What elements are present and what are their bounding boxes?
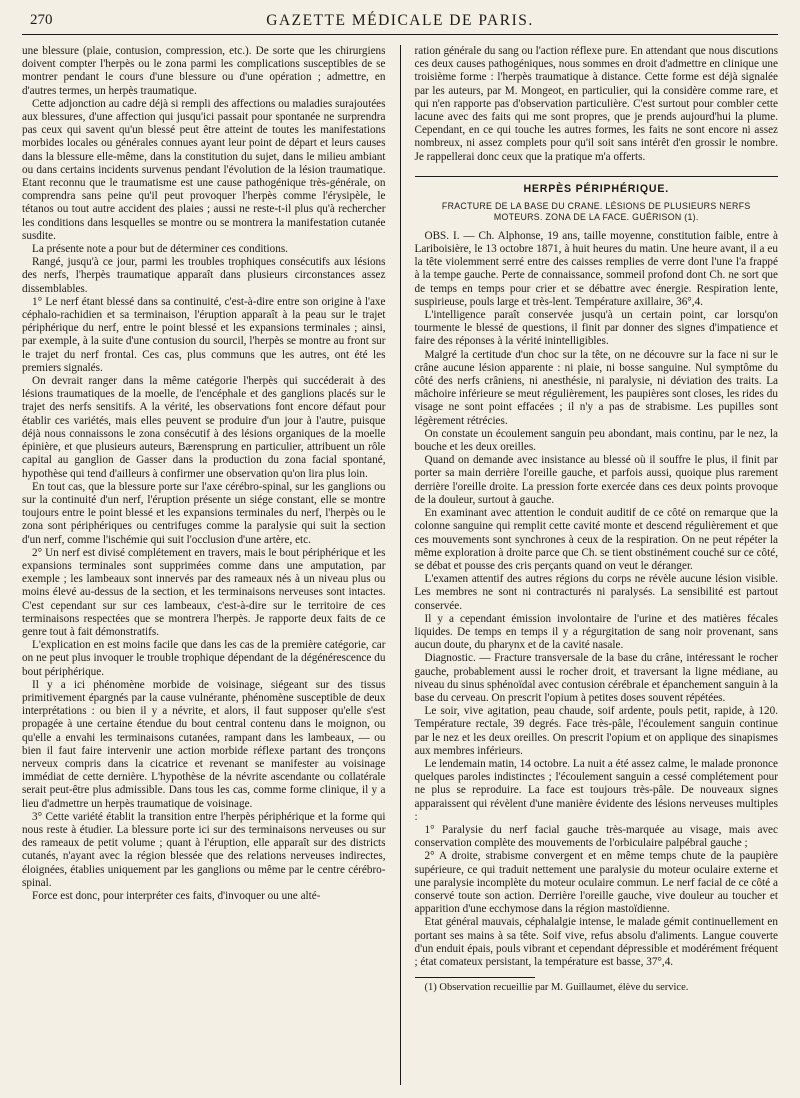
- paragraph: En examinant avec attention le conduit auditif de ce côté on remarque que la colonne sanguine qui remplit cette cavité monte et descend régulièrement et que ces mouvements sont synchrones à ceux de la respiration. On ne peut répéter la même exploration à droite parce que Ch. se tient obstinément couché sur ce côté, se débat et pousse des cris perçants quand on veut le déranger.: [414, 507, 778, 572]
- paragraph: 1° Paralysie du nerf facial gauche très-marquée au visage, mais avec conservation complète des mouvements de l'orbiculaire palpébral gauche ;: [414, 823, 778, 850]
- paragraph: On devrait ranger dans la même catégorie l'herpès qui succéderait à des lésions traumatiques de la moelle, de l'encéphale et des ganglions placés sur le trajet des nerfs sensitifs. A la vérité, les observations font encore défaut pour établir ces variétés, mais elles peuvent se produire d'un jour à l'autre, puisque déjà nous connaissons le zona consécutif à des lésions organiques de la moelle épinière, et que plusieurs auteurs, Bærensprung en particulier, attribuent un rôle capital au ganglion de Gasser dans la production du zona facial spontané, hypothèse qui tend d'ailleurs à confirmer une observation qu'on lira plus loin.: [22, 375, 386, 480]
- page-number: 270: [30, 12, 53, 28]
- paragraph: 2° A droite, strabisme convergent et en même temps chute de la paupière supérieure, ce qui traduit nettement une paralysie du moteur oculaire externe et une paralysie incomplète du moteur oculaire commun. Le nerf facial de ce côté a conservé toute son action. Derrière l'oreille gauche, vive douleur au toucher et apparition d'une ecchymose dans la région mastoïdienne.: [414, 850, 778, 916]
- paragraph: Le lendemain matin, 14 octobre. La nuit a été assez calme, le malade prononce quelques paroles indistinctes ; l'écoulement sanguin a cessé complétement pour ne plus se reproduire. La face est toujours très-pâle. De nouveaux signes apparaissent qui révèlent d'une manière évidente des lésions nerveuses multiples :: [414, 757, 778, 823]
- paragraph: On constate un écoulement sanguin peu abondant, mais continu, par le nez, la bouche et les deux oreilles.: [414, 427, 778, 454]
- case-heading: FRACTURE DE LA BASE DU CRANE. LÉSIONS DE PLUSIEURS NERFS MOTEURS. ZONA DE LA FACE. GUÉRISON (1).: [441, 200, 751, 223]
- paragraph: ration générale du sang ou l'action réflexe pure. En attendant que nous discutions ces deux causes pathogéniques, nous sommes en droit d'admettre en clinique une troisième forme : l'herpès traumatique à distance. Cette forme est déjà signalée par les auteurs, par M. Mongeot, en particulier, qui la considère comme rare, et qui n'en rapporte pas d'observation particulière. C'est surtout pour combler cette lacune avec des faits qui me sont propres, que je prends aujourd'hui la plume. Cependant, en ce qui touche les autres formes, les faits ne sont encore ni assez nombreux, ni assez complets pour qu'il soit sans intérêt d'en grossir le nombre. Je rappellerai donc ceux que la pratique m'a offerts.: [414, 45, 778, 163]
- paragraph: L'explication en est moins facile que dans les cas de la première catégorie, car on ne peut plus invoquer le trouble trophique dépendant de la dégénérescence du bout périphérique.: [22, 639, 386, 678]
- page-header: [22, 8, 778, 35]
- paragraph: Etat général mauvais, céphalalgie intense, le malade gémit continuellement en portant ses mains à sa tête. Soif vive, refus absolu d'aliments. Langue couverte d'un enduit épais, pouls vibrant et cependant dépressible et modérément fréquent ; état comateux persistant, la température est basse, 37°,4.: [414, 916, 778, 968]
- paragraph: Malgré la certitude d'un choc sur la tête, on ne découvre sur la face ni sur le crâne aucune lésion apparente : ni plaie, ni bosse sanguine. Nul symptôme du côté des nerfs crâniens, ni anesthésie, ni paralysie, ni déviation des traits. La mâchoire inférieure se meut régulièrement, les paupières sont closes, les rides du visage ne sont point effacées ; il n'y a pas de strabisme. Les pupilles sont légèrement rétrécies.: [414, 348, 778, 427]
- paragraph: L'examen attentif des autres régions du corps ne révèle aucune lésion visible. Les membres ne sont ni contracturés ni paralysés. La sensibilité est partout conservée.: [414, 573, 778, 612]
- paragraph: Rangé, jusqu'à ce jour, parmi les troubles trophiques consécutifs aux lésions des nerfs, l'herpès traumatique apparaît dans plusieurs circonstances assez dissemblables.: [22, 256, 386, 295]
- paragraph: Force est donc, pour interpréter ces faits, d'invoquer ou une alté-: [32, 890, 321, 902]
- two-column-body: [22, 45, 778, 1090]
- left-column: [22, 45, 394, 1090]
- paragraph: 1° Le nerf étant blessé dans sa continuité, c'est-à-dire entre son origine à l'axe céphalo-rachidien et sa terminaison, l'éruption apparaît à la peau sur le trajet périphérique du nerf, entre le point blessé et les expansions terminales ; ainsi, par exemple, à la suite d'une contusion du sourcil, l'herpès se montre au front sur le trajet du nerf frontal. Ces cas, plus communs que les autres, ont été les premiers signalés.: [22, 295, 386, 374]
- paragraph: Il y a ici phénomène morbide de voisinage, siégeant sur des tissus primitivement épargnés par la cause vulnérante, phénomène susceptible de deux interprétations : ou bien il y a névrite, et alors, il faut supposer qu'elle s'est propagée à une certaine étendue du bout central contenu dans le moignon, ou qu'elle a envahi les terminaisons cutanées, rampant dans les lambeaux, — ou bien il faut faire intervenir une action morbide réflexe partant des tronçons nerveux compris dans la cicatrice et revenant se manifester au voisinage immédiat de cette dernière. L'hypothèse de la névrite ascendante ou collatérale serait peut-être plus admissible. Dans tous les cas, comme forme clinique, il y a lieu d'admettre un herpès traumatique de voisinage.: [22, 678, 386, 810]
- paragraph: 3° Cette variété établit la transition entre l'herpès périphérique et la forme qui nous reste à étudier. La blessure porte ici sur des terminaisons nerveuses ou sur des rameaux de petit volume ; quant à l'éruption, elle apparaît sur des districts cutanés, n'ayant avec la région blessée que des relations nerveuses indirectes, éloignées, établies uniquement par les ganglions ou même par le centre cérébro-spinal.: [22, 810, 386, 889]
- footnote: (1) Observation recueillie par M. Guillaumet, élève du service.: [424, 982, 689, 994]
- paragraph: OBS. I. — Ch. Alphonse, 19 ans, taille moyenne, constitution faible, entre à Lariboisière, le 13 octobre 1871, à huit heures du matin. Une heure avant, il a eu la tête violemment serré entre des caisses remplies de verre dont l'une l'a frappé à la tempe gauche. Perte de connaissance, sommeil profond dont Ch. ne sort que de temps en temps pour crier et se débattre avec énergie. Respiration lente, suspirieuse, pouls large et très-lent. Température axillaire, 36°,4.: [414, 229, 778, 308]
- journal-title: GAZETTE MÉDICALE DE PARIS.: [266, 12, 534, 29]
- paragraph: Il y a cependant émission involontaire de l'urine et des matières fécales liquides. De temps en temps il y a régurgitation de sang noir provenant, sans aucun doute, du pharynx et de la cavité nasale.: [414, 612, 778, 652]
- paragraph: Cette adjonction au cadre déjà si rempli des affections ou maladies surajoutées aux blessures, d'une affection qui jusqu'ici passait pour spontanée ne surprendra pas ceux qui savent qu'un blessé peut être atteint de toutes les manifestations morbides locales ou générales connues ayant leur point de départ et leurs causes dans la blessure elle-même, dans la constitution du sujet, dans le milieu ambiant ou dans certains incidents survenus pendant l'évolution de la lésion traumatique. Etant reconnu que le traumatisme est une cause pathogénique très-générale, on comprendra sans peine qu'il peut provoquer l'herpès comme l'érysipèle, le tétanos ou tout autre accident des plaies ; aussi ne reste-t-il plus qu'à rechercher les conditions dans lesquelles se montre ou se montrera la manifestation cutanée susdite.: [22, 97, 386, 242]
- right-column: [407, 45, 779, 1090]
- paragraph: une blessure (plaie, contusion, compression, etc.). De sorte que les chirurgiens doivent compter l'herpès ou le zona parmi les complications susceptibles de se montrer pendant le cours d'une blessure ou d'une opération ; admettre, en d'autres termes, un herpès traumatique.: [22, 45, 386, 97]
- footnote-divider: [415, 977, 535, 978]
- paragraph: Diagnostic. — Fracture transversale de la base du crâne, intéressant le rocher gauche, probablement aussi le rocher droit, et traversant la ligne médiane, au niveau du sinus sphénoïdal avec contusion cérébrale et épanchement sanguin à la base du cerveau. On prescrit l'opium à petites doses souvent répétées.: [414, 652, 778, 704]
- column-divider: [400, 45, 401, 1085]
- section-title: HERPÈS PÉRIPHÉRIQUE.: [415, 176, 779, 195]
- paragraph: 2° Un nerf est divisé complétement en travers, mais le bout périphérique et les expansions terminales sont supprimées comme dans une amputation, par exemple ; les lambeaux sont innervés par des rameaux nés à un niveau plus ou moins élevé au-dessus de la section, et les terminaisons nerveuses sont intactes. C'est cependant sur sur ces lambeaux, c'est-à-dire sur le territoire de ces terminaisons respectées que se montrera l'herpès. Je rapporte deux faits de ce genre tout à fait démonstratifs.: [22, 546, 386, 638]
- paragraph: L'intelligence paraît conservée jusqu'à un certain point, car lorsqu'on tourmente le blessé de questions, il finit par donner des signes d'impatience et faire des réponses à la vérité inintelligibles.: [414, 309, 778, 348]
- paragraph: La présente note a pour but de déterminer ces conditions.: [32, 243, 288, 256]
- paragraph: En tout cas, que la blessure porte sur l'axe cérébro-spinal, sur les ganglions ou sur la continuité d'un nerf, l'éruption présente un siége constant, elle se montre toujours entre le point blessé et les expansions terminales du nerf, l'herpès ou le zona sont périphériques ou centrifuges comme la paralysie qui suit la section d'un nerf, comme l'ischémie qui suit l'occlusion d'une artère, etc.: [22, 480, 386, 546]
- paragraph: Quand on demande avec insistance au blessé où il souffre le plus, il finit par porter sa main derrière l'oreille gauche, et parfois aussi, quoique plus rarement derrière l'oreille droite. La pression forte exercée dans ces deux points provoque de la douleur, surtout à gauche.: [414, 454, 778, 506]
- paragraph: Le soir, vive agitation, peau chaude, soif ardente, pouls petit, rapide, à 120. Température rectale, 39 degrés. Face très-pâle, l'écoulement sanguin continue par le nez et les deux oreilles. On prescrit l'opium et on applique des sinapismes aux membres inférieurs.: [414, 705, 778, 757]
